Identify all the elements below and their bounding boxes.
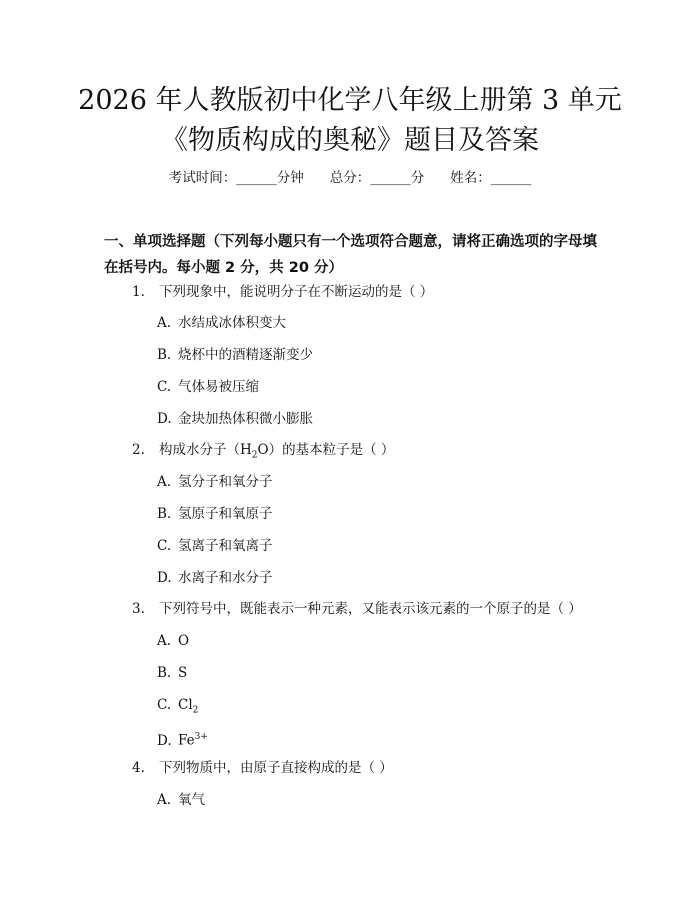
- option-3a: [157, 631, 189, 651]
- score-unit: 分: [410, 170, 425, 186]
- question-number: 2.: [132, 442, 145, 458]
- option-text: 气体易被压缩: [178, 379, 259, 395]
- question-number: 4.: [132, 760, 145, 776]
- time-blank: ______: [236, 170, 277, 186]
- option-letter: B.: [157, 665, 172, 681]
- name-blank: ______: [490, 170, 532, 186]
- option-text: 氢分子和氧分子: [178, 474, 273, 490]
- superscript: 3+: [194, 732, 208, 742]
- option-letter: B.: [157, 347, 172, 363]
- option-text: O: [178, 633, 190, 649]
- option-text: 氢离子和氧离子: [178, 538, 273, 554]
- option-letter: A.: [157, 633, 172, 649]
- option-4a: [157, 790, 205, 810]
- time-label: 考试时间：: [168, 170, 237, 186]
- question-text: 下列现象中，能说明分子在不断运动的是（ ）: [159, 284, 434, 300]
- option-letter: D.: [157, 411, 172, 427]
- option-letter: B.: [157, 506, 172, 522]
- option-2c: [157, 536, 273, 556]
- option-letter: A.: [157, 792, 172, 808]
- time-unit: 分钟: [276, 170, 304, 186]
- option-text: Fe: [178, 732, 195, 749]
- option-text: 烧杯中的酒精逐渐变少: [178, 347, 313, 363]
- option-letter: C.: [157, 379, 172, 395]
- page-title-line-2: 《物质构成的奥秘》题目及答案: [161, 125, 539, 156]
- option-3d: [157, 727, 208, 751]
- question-text-before: 构成水分子（H: [159, 442, 252, 458]
- option-1b: [157, 345, 313, 365]
- question-number: 1.: [132, 284, 145, 300]
- option-2a: [157, 472, 273, 492]
- option-text: 氧气: [178, 792, 205, 808]
- score-label: 总分：: [329, 170, 371, 186]
- option-1a: [157, 313, 286, 333]
- option-2d: [157, 568, 273, 588]
- option-letter: D.: [157, 570, 172, 586]
- question-text: 下列符号中，既能表示一种元素，又能表示该元素的一个原子的是（ ）: [159, 601, 582, 617]
- question-1: [132, 282, 433, 302]
- option-text: 氢原子和氧原子: [178, 506, 273, 522]
- exam-meta: [0, 168, 700, 188]
- name-label: 姓名：: [450, 170, 491, 186]
- subscript: 2: [192, 705, 199, 716]
- option-text: 水结成冰体积变大: [178, 315, 286, 331]
- page-title-line-1: 2026 年人教版初中化学八年级上册第 3 单元: [78, 85, 622, 116]
- option-1c: [157, 377, 259, 397]
- question-text-after: O）的基本粒子是（ ）: [257, 442, 395, 458]
- section-heading: 一、单项选择题（下列每小题只有一个选项符合题意，请将正确选项的字母填在括号内。每小题 2 分，共 20 分）: [104, 234, 597, 276]
- question-number: 3.: [132, 601, 145, 617]
- question-2: [132, 440, 394, 466]
- option-text: 水离子和水分子: [178, 570, 273, 586]
- option-letter: A.: [157, 474, 172, 490]
- subscript: 2: [251, 450, 258, 461]
- option-letter: C.: [157, 697, 172, 713]
- option-text: 金块加热体积微小膨胀: [178, 411, 313, 427]
- option-text: Cl: [178, 697, 193, 713]
- score-blank: ______: [370, 170, 411, 186]
- option-3b: [157, 663, 187, 683]
- question-text: 下列物质中，由原子直接构成的是（ ）: [159, 760, 393, 776]
- option-3c: [157, 695, 198, 721]
- option-text: S: [178, 665, 188, 681]
- question-3: [132, 599, 582, 619]
- option-letter: A.: [157, 315, 172, 331]
- option-letter: C.: [157, 538, 172, 554]
- option-1d: [157, 409, 313, 429]
- question-4: [132, 758, 393, 778]
- option-letter: D.: [157, 732, 172, 749]
- option-2b: [157, 504, 273, 524]
